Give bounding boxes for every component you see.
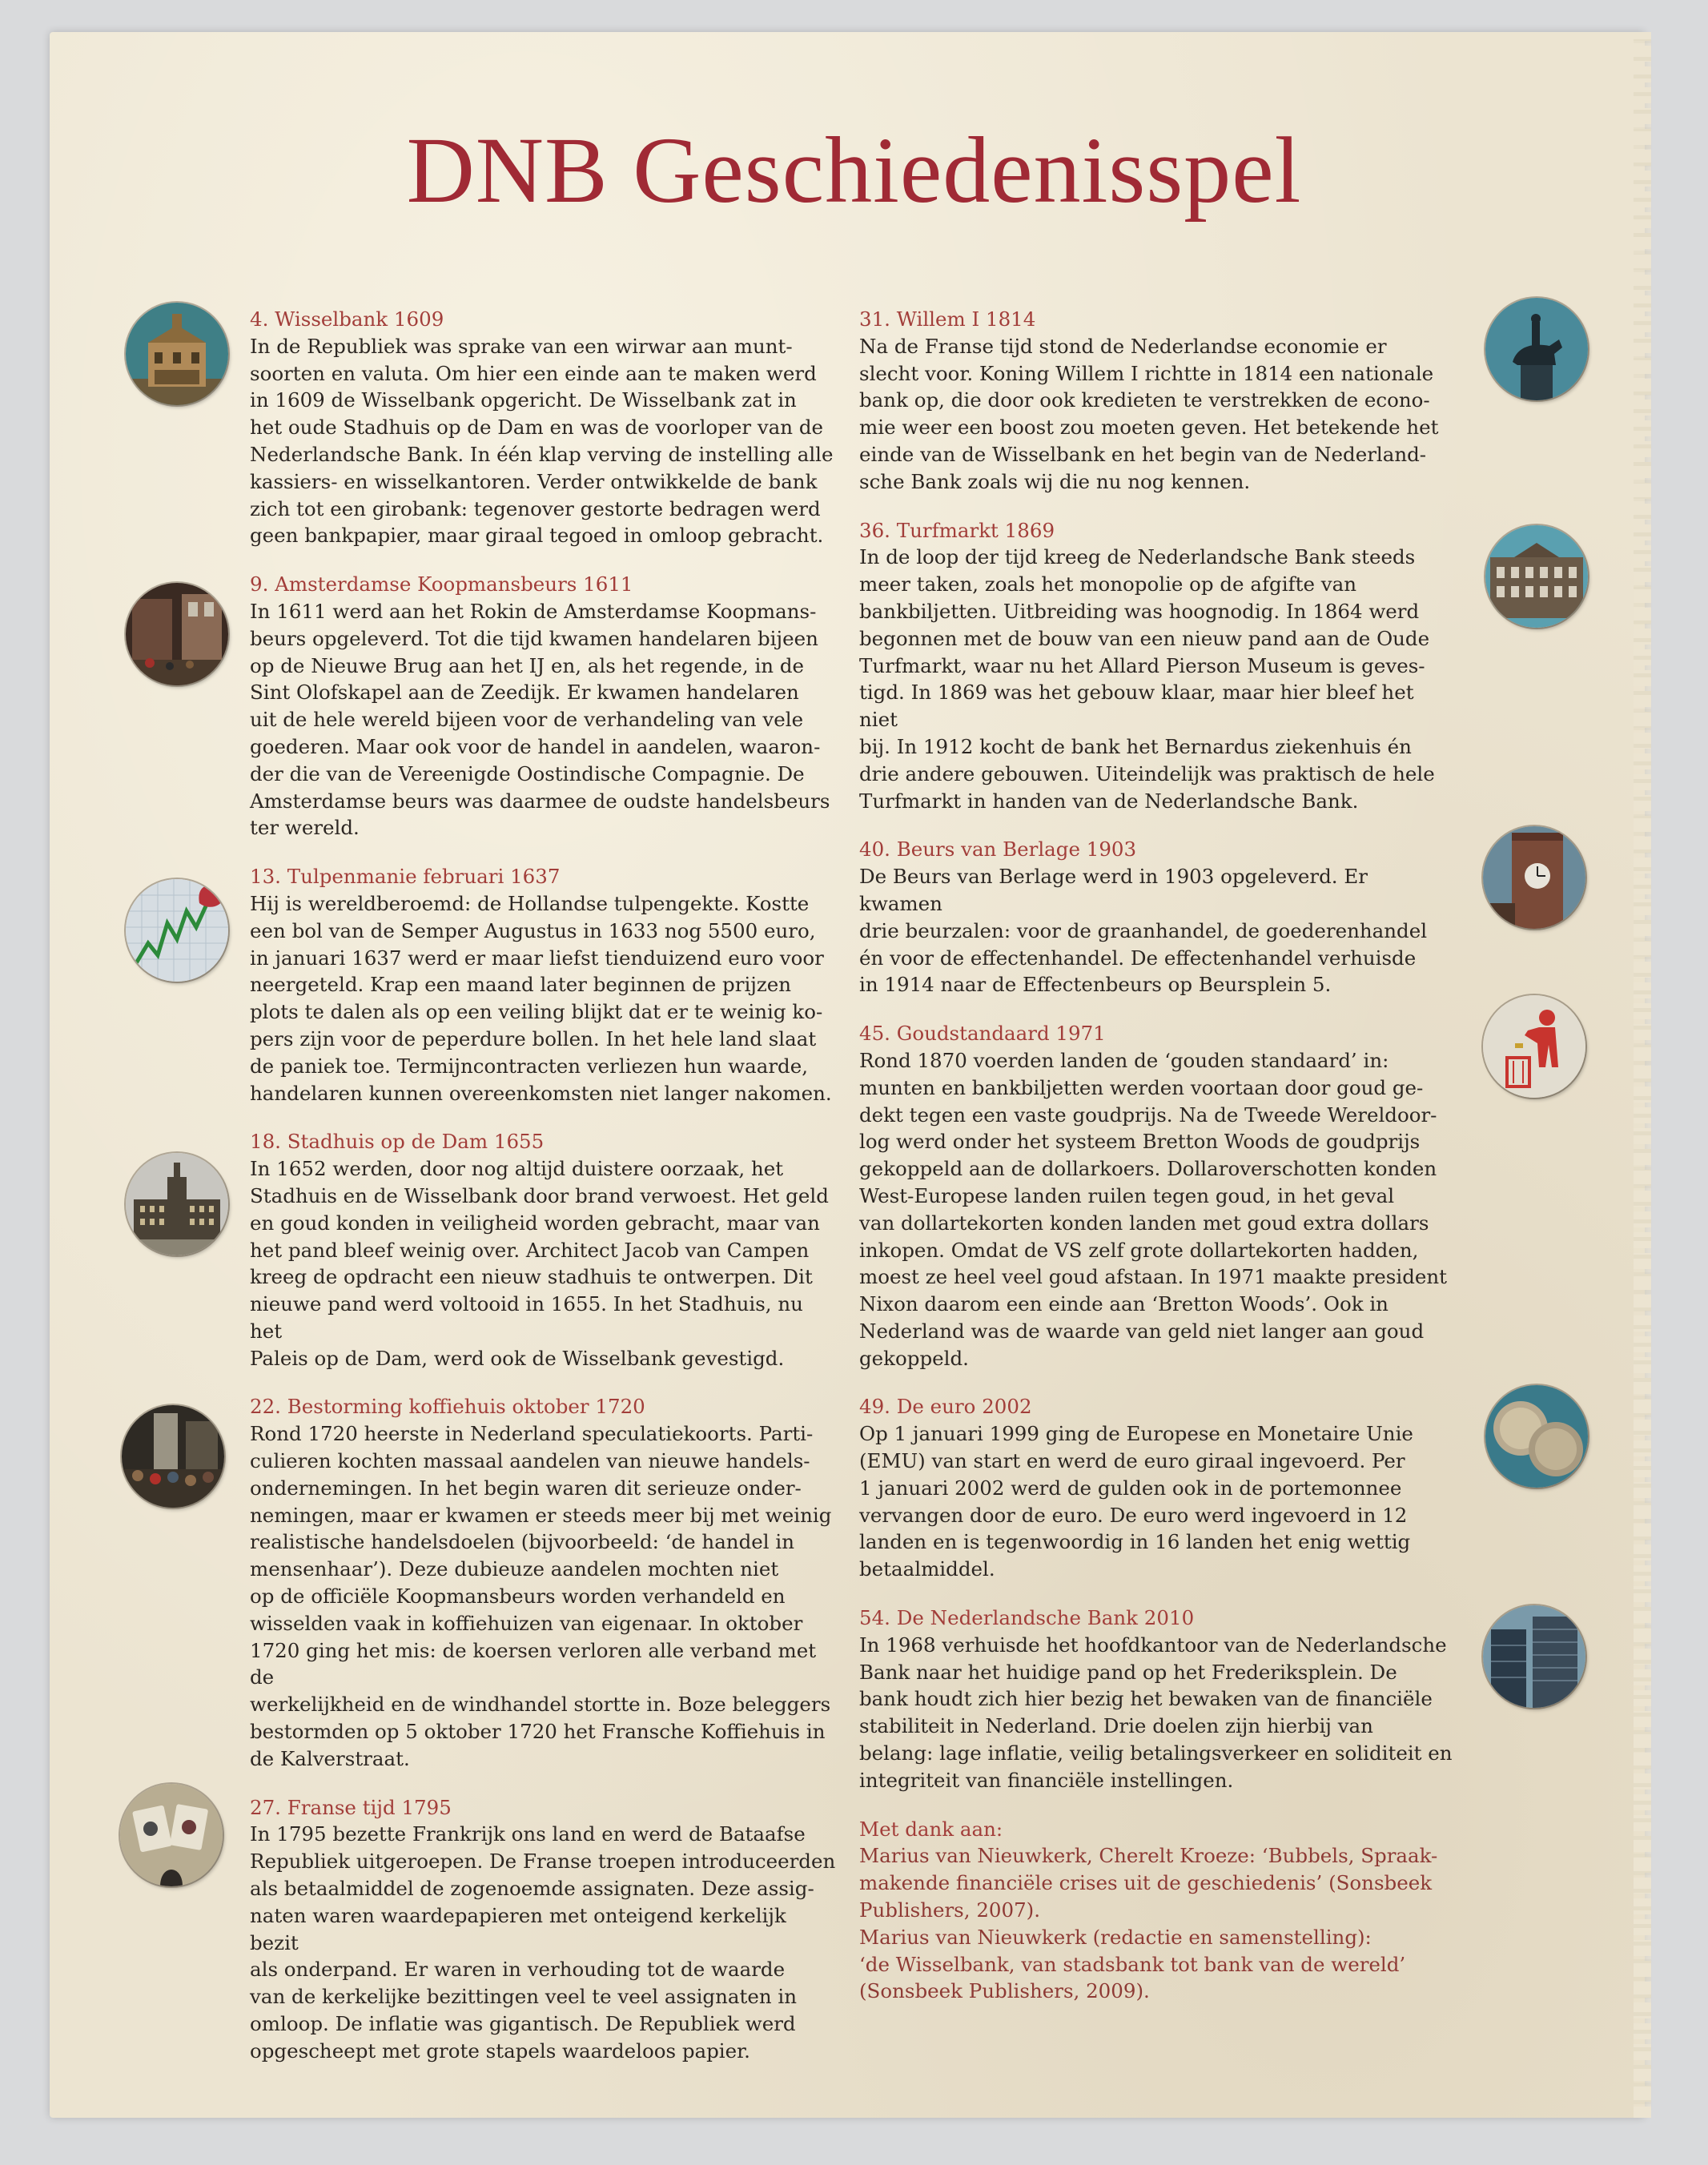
entry-title: 9. Amsterdamse Koopmansbeurs 1611 xyxy=(250,572,633,596)
text-line: naten waren waardepapieren met onteigend kerkelijk bezit xyxy=(250,1903,786,1954)
text-line: bestormden op 5 oktober 1720 het Fransche Koffiehuis in xyxy=(250,1720,826,1744)
text-line: culieren kochten massaal aandelen van nieuwe handels- xyxy=(250,1449,810,1473)
text-line: In 1795 bezette Frankrijk ons land en werd de Bataafse xyxy=(250,1822,806,1846)
credits-body xyxy=(859,1842,1453,2005)
text-line: pers zijn voor de peperdure bollen. In het hele land slaat xyxy=(250,1026,817,1050)
palace-dam-icon xyxy=(126,1153,228,1255)
text-line: begonnen met de bouw van een nieuw pand aan de Oude xyxy=(859,626,1430,650)
text-line: als onderpand. Er waren in verhouding tot de waarde xyxy=(250,1958,786,1982)
text-line: Paleis op de Dam, werd ook de Wisselbank gevestigd. xyxy=(250,1346,785,1370)
text-line: Turfmarkt, waar nu het Allard Pierson Museum is geves- xyxy=(859,653,1425,677)
text-line: van dollartekorten konden landen met goud extra dollars xyxy=(859,1211,1429,1235)
text-line: In 1968 verhuisde het hoofdkantoor van de Nederlandsche xyxy=(859,1633,1447,1657)
entry-body xyxy=(859,333,1453,496)
text-line: In 1652 werden, door nog altijd duistere oorzaak, het xyxy=(250,1157,784,1181)
text-line: In de loop der tijd kreeg de Nederlandsche Bank steeds xyxy=(859,545,1416,569)
text-line: bij. In 1912 kocht de bank het Bernardus ziekenhuis én xyxy=(859,734,1412,758)
text-line: Hij is wereldberoemd: de Hollandse tulpengekte. Kostte xyxy=(250,891,810,915)
text-line: drie andere gebouwen. Uiteindelijk was praktisch de hele xyxy=(859,761,1435,785)
text-line: Stadhuis en de Wisselbank door brand verwoest. Het geld xyxy=(250,1183,829,1207)
entry-stadhuis xyxy=(250,1128,838,1372)
text-line: makende financiële crises uit de geschiedenis’ (Sonsbeek xyxy=(859,1871,1433,1895)
text-line: tigd. In 1869 was het gebouw klaar, maar hier bleef het niet xyxy=(859,681,1414,732)
text-line: op de officiële Koopmansbeurs worden verhandeld en xyxy=(250,1585,786,1609)
exchange-courtyard-icon xyxy=(126,583,228,685)
entry-nederlandsche-bank xyxy=(859,1605,1453,1794)
text-line: realistische handelsdoelen (bijvoorbeeld: ‘de handel in xyxy=(250,1530,795,1554)
text-line: Rond 1870 voerden landen de ‘gouden standaard’ in: xyxy=(859,1048,1389,1072)
text-line: Amsterdamse beurs was daarmee de oudste handelsbeurs xyxy=(250,789,830,813)
entry-title: 40. Beurs van Berlage 1903 xyxy=(859,837,1137,862)
entry-title: 45. Goudstandaard 1971 xyxy=(859,1022,1106,1046)
entry-body xyxy=(250,1420,838,1772)
text-line: nieuwe pand werd voltooid in 1655. In het Stadhuis, nu het xyxy=(250,1292,803,1343)
entry-title: 36. Turfmarkt 1869 xyxy=(859,518,1055,542)
text-line: slecht voor. Koning Willem I richtte in 1814 een nationale xyxy=(859,361,1434,385)
entry-franse-tijd xyxy=(250,1794,838,2065)
entry-body xyxy=(250,333,838,549)
entry-body xyxy=(859,544,1453,814)
text-line: bankbiljetten. Uitbreiding was hoognodig. In 1864 werd xyxy=(859,599,1420,623)
text-line: stabiliteit in Nederland. Drie doelen zijn hierbij van xyxy=(859,1714,1373,1738)
text-line: wisselden vaak in koffiehuizen van eigenaar. In oktober xyxy=(250,1611,803,1635)
text-line: kassiers- en wisselkantoren. Verder ontwikkelde de bank xyxy=(250,469,818,493)
text-line: opgescheept met grote stapels waardeloos papier. xyxy=(250,2038,750,2063)
coffeehouse-crowd-icon xyxy=(122,1405,224,1508)
text-line: de paniek toe. Termijncontracten verliezen hun waarde, xyxy=(250,1054,809,1078)
text-line: van de kerkelijke bezittingen veel te veel assignaten in xyxy=(250,1985,798,2009)
entry-body xyxy=(250,1821,838,2064)
text-line: Na de Franse tijd stond de Nederlandse economie er xyxy=(859,334,1387,358)
assignats-hands-icon xyxy=(120,1784,223,1886)
text-line: In 1611 werd aan het Rokin de Amsterdamse Koopmans- xyxy=(250,599,817,623)
credits xyxy=(859,1816,1453,2006)
text-line: betaalmiddel. xyxy=(859,1557,995,1581)
text-line: Publishers, 2007). xyxy=(859,1898,1041,1922)
entry-goudstandaard xyxy=(859,1020,1453,1372)
text-line: Sint Olofskapel aan de Zeedijk. Er kwamen handelaren xyxy=(250,681,799,705)
entry-title: 18. Stadhuis op de Dam 1655 xyxy=(250,1130,545,1154)
text-line: sche Bank zoals wij die nu nog kennen. xyxy=(859,469,1251,493)
entry-berlage xyxy=(859,836,1453,998)
text-line: soorten en valuta. Om hier een einde aan te maken werd xyxy=(250,361,817,385)
text-line: op de Nieuwe Brug aan het IJ en, als het regende, in de xyxy=(250,653,805,677)
text-line: in 1609 de Wisselbank opgericht. De Wisselbank zat in xyxy=(250,388,797,412)
text-line: handelaren kunnen overeenkomsten niet langer nakomen. xyxy=(250,1081,832,1105)
text-line: een bol van de Semper Augustus in 1633 nog 5500 euro, xyxy=(250,918,816,942)
entry-willem-i xyxy=(859,306,1453,496)
text-line: en goud konden in veiligheid worden gebracht, maar van xyxy=(250,1211,820,1235)
entry-body xyxy=(859,1632,1453,1794)
torn-edge xyxy=(1634,32,1651,2118)
text-line: goederen. Maar ook voor de handel in aandelen, waaron- xyxy=(250,734,821,758)
text-line: neergeteld. Krap een maand later beginnen de prijzen xyxy=(250,973,792,997)
right-column xyxy=(859,306,1453,2026)
text-line: einde van de Wisselbank en het begin van de Nederland- xyxy=(859,442,1427,466)
text-line: het oude Stadhuis op de Dam en was de voorloper van de xyxy=(250,416,824,440)
text-line: Marius van Nieuwkerk, Cherelt Kroeze: ‘Bubbels, Spraak- xyxy=(859,1844,1438,1868)
text-line: Bank naar het huidige pand op het Frederiksplein. De xyxy=(859,1660,1397,1684)
credits-title: Met dank aan: xyxy=(859,1817,1003,1841)
text-line: plots te dalen als op een veiling blijkt dat er te weinig ko- xyxy=(250,1000,823,1024)
text-line: log werd onder het systeem Bretton Woods de goudprijs xyxy=(859,1130,1421,1154)
text-line: landen en is tegenwoordig in 16 landen het enig wettig xyxy=(859,1530,1411,1554)
text-line: De Beurs van Berlage werd in 1903 opgeleverd. Er kwamen xyxy=(859,865,1368,915)
tulip-chart-icon xyxy=(126,879,228,982)
modern-bank-tower-icon xyxy=(1483,1605,1585,1708)
turfmarkt-building-icon xyxy=(1485,525,1588,628)
text-line: Op 1 januari 1999 ging de Europese en Monetaire Unie xyxy=(859,1422,1413,1446)
entry-title: 4. Wisselbank 1609 xyxy=(250,307,444,331)
text-line: het pand bleef weinig over. Architect Jacob van Campen xyxy=(250,1238,810,1262)
text-line: in 1914 naar de Effectenbeurs op Beursplein 5. xyxy=(859,973,1332,997)
text-line: 1 januari 2002 werd de gulden ook in de portemonnee xyxy=(859,1476,1402,1500)
text-line: (Sonsbeek Publishers, 2009). xyxy=(859,1979,1150,2003)
entry-title: 22. Bestorming koffiehuis oktober 1720 xyxy=(250,1395,645,1419)
text-line: Nixon daarom een einde aan ‘Bretton Woods’. Ook in xyxy=(859,1292,1389,1316)
entry-body xyxy=(250,890,838,1107)
text-line: munten en bankbiljetten werden voortaan door goud ge- xyxy=(859,1075,1424,1099)
text-line: gekoppeld aan de dollarkoers. Dollaroverschotten konden xyxy=(859,1157,1437,1181)
text-line: kreeg de opdracht een nieuw stadhuis te ontwerpen. Dit xyxy=(250,1265,813,1289)
text-line: Nederlandsche Bank. In één klap verving de instelling alle xyxy=(250,442,834,466)
text-line: drie beurzalen: voor de graanhandel, de goederenhandel xyxy=(859,918,1428,942)
entry-title: 49. De euro 2002 xyxy=(859,1395,1032,1419)
text-line: mie weer een boost zou moeten geven. Het betekende het xyxy=(859,416,1439,440)
text-line: Turfmarkt in handen van de Nederlandsche Bank. xyxy=(859,789,1359,813)
text-line: werkelijkheid en de windhandel stortte in. Boze beleggers xyxy=(250,1693,831,1717)
text-line: zich tot een girobank: tegenover gestorte bedragen werd xyxy=(250,496,821,520)
entry-title: 31. Willem I 1814 xyxy=(859,307,1036,331)
text-line: ondernemingen. In het begin waren dit serieuze onder- xyxy=(250,1476,802,1500)
text-line: Nederland was de waarde van geld niet langer aan goud xyxy=(859,1319,1425,1343)
left-column xyxy=(250,306,838,2087)
text-line: der die van de Vereenigde Oostindische Compagnie. De xyxy=(250,761,805,785)
entry-euro xyxy=(859,1393,1453,1583)
text-line: inkopen. Omdat de VS zelf grote dollartekorten hadden, xyxy=(859,1238,1419,1262)
text-line: dekt tegen een vaste goudprijs. Na de Tweede Wereldoor- xyxy=(859,1103,1437,1127)
text-line: geen bankpapier, maar giraal tegoed in omloop gebracht. xyxy=(250,524,824,548)
entry-title: 13. Tulpenmanie februari 1637 xyxy=(250,865,561,889)
entry-turfmarkt xyxy=(859,517,1453,815)
text-line: Marius van Nieuwkerk (redactie en samenstelling): xyxy=(859,1925,1372,1949)
text-line: beurs opgeleverd. Tot die tijd kwamen handelaren bijeen xyxy=(250,626,818,650)
text-line: In de Republiek was sprake van een wirwar aan munt- xyxy=(250,334,793,358)
text-line: 1720 ging het mis: de koersen verloren alle verband met de xyxy=(250,1638,817,1689)
entry-title: 27. Franse tijd 1795 xyxy=(250,1795,452,1819)
text-line: uit de hele wereld bijeen voor de verhandeling van vele xyxy=(250,708,804,732)
berlage-tower-icon xyxy=(1483,826,1585,929)
text-line: bank houdt zich hier bezig het bewaken van de financiële xyxy=(859,1687,1433,1711)
entry-body xyxy=(859,1420,1453,1583)
text-line: meer taken, zoals het monopolie op de afgifte van xyxy=(859,572,1356,596)
text-line: gekoppeld. xyxy=(859,1346,969,1370)
entry-body xyxy=(859,863,1453,998)
text-line: de Kalverstraat. xyxy=(250,1746,410,1770)
equestrian-statue-icon xyxy=(1485,298,1588,400)
text-line: Republiek uitgeroepen. De Franse troepen introduceerden xyxy=(250,1850,836,1874)
text-line: én voor de effectenhandel. De effectenhandel verhuisde xyxy=(859,946,1417,970)
euro-coins-icon xyxy=(1485,1385,1588,1488)
text-line: Rond 1720 heerste in Nederland speculatiekoorts. Parti- xyxy=(250,1422,814,1446)
entry-tulpenmanie xyxy=(250,863,838,1107)
text-line: bank op, die door ook kredieten te verstrekken de econo- xyxy=(859,388,1430,412)
text-line: in januari 1637 werd er maar liefst tienduizend euro voor xyxy=(250,946,824,970)
text-line: ‘de Wisselbank, van stadsbank tot bank van de wereld’ xyxy=(859,1952,1406,1976)
entry-body xyxy=(859,1047,1453,1372)
text-line: omloop. De inflatie was gigantisch. De Republiek werd xyxy=(250,2012,796,2036)
text-line: belang: lage inflatie, veilig betalingsverkeer en soliditeit en xyxy=(859,1741,1453,1765)
text-line: als betaalmiddel de zogenoemde assignaten. Deze assig- xyxy=(250,1877,814,1901)
entry-body xyxy=(250,598,838,841)
old-town-hall-icon xyxy=(126,303,228,405)
entry-koffiehuis xyxy=(250,1393,838,1772)
text-line: integriteit van financiële instellingen. xyxy=(859,1768,1234,1792)
entry-body xyxy=(250,1155,838,1372)
text-line: (EMU) van start en werd de euro giraal ingevoerd. Per xyxy=(859,1449,1405,1473)
entry-title: 54. De Nederlandsche Bank 2010 xyxy=(859,1606,1195,1630)
text-line: nemingen, maar er kwamen er steeds meer bij met weinig xyxy=(250,1503,832,1527)
text-line: vervangen door de euro. De euro werd ingevoerd in 12 xyxy=(859,1503,1408,1527)
text-line: mensenhaar’). Deze dubieuze aandelen mochten niet xyxy=(250,1557,779,1581)
text-line: ter wereld. xyxy=(250,816,360,840)
page-title: DNB Geschiedenisspel xyxy=(406,118,1302,223)
entry-koopmansbeurs xyxy=(250,571,838,841)
gold-bin-pictogram-icon xyxy=(1483,995,1585,1098)
entry-wisselbank xyxy=(250,306,838,549)
text-line: moest ze heel veel goud afstaan. In 1971 maakte president xyxy=(859,1265,1448,1289)
text-line: West-Europese landen ruilen tegen goud, in het geval xyxy=(859,1183,1395,1207)
